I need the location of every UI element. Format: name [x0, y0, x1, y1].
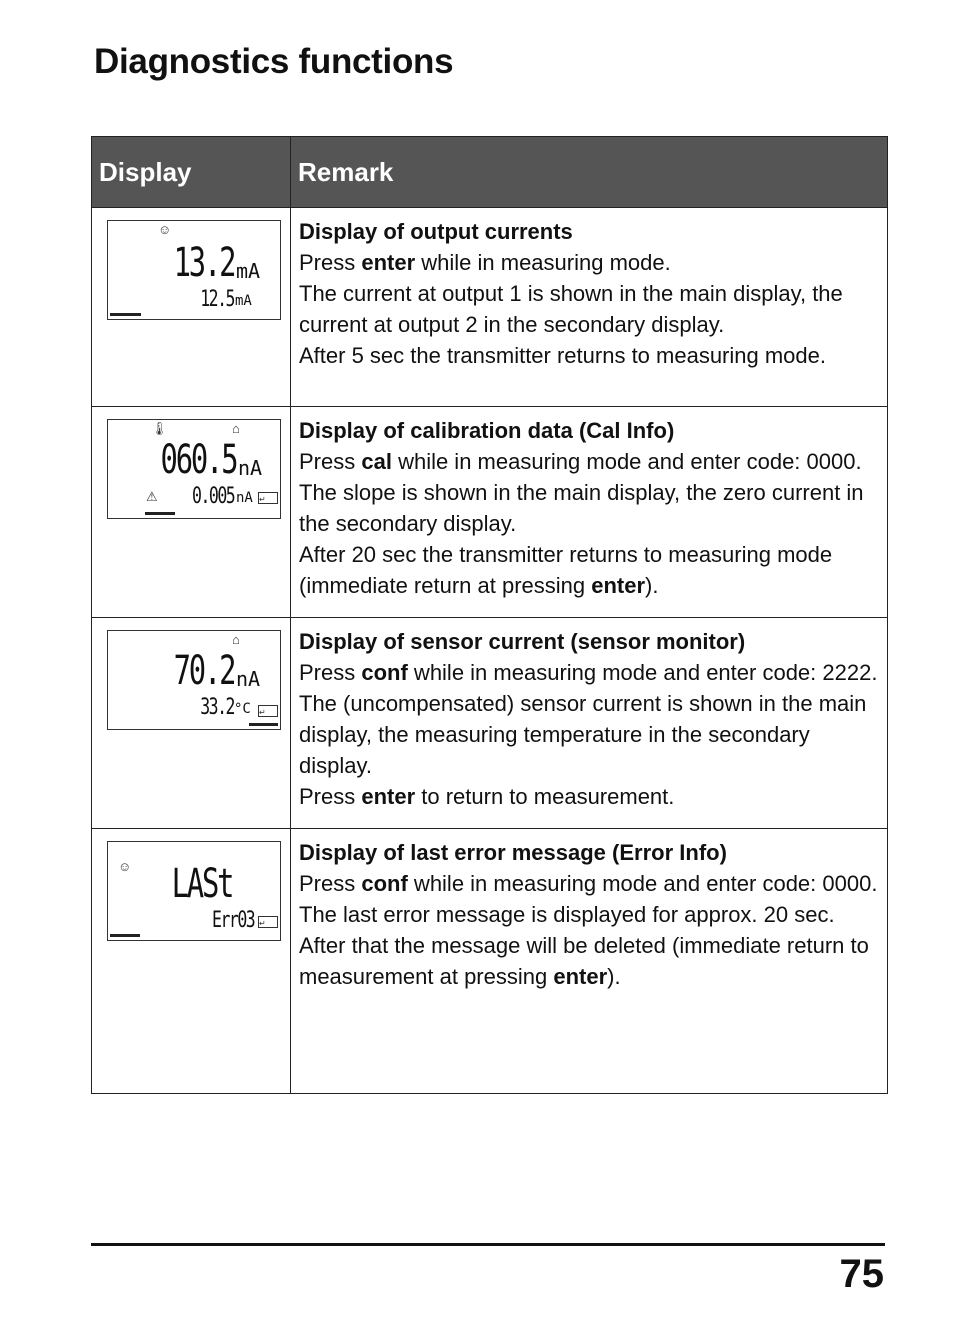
lcd-secondary-unit: mA: [235, 293, 252, 309]
table-row: [92, 618, 888, 829]
key-name: enter: [591, 573, 646, 598]
remark-paragraph: Press conf while in measuring mode and enter code: 0000. The last error message is displayed for approx. 20 sec.: [299, 871, 878, 927]
remark-body: [299, 868, 879, 992]
page-title: Diagnostics functions: [94, 42, 454, 81]
remark-column-header: Remark: [291, 137, 888, 208]
cal-icon: ↵: [258, 492, 278, 504]
table-row: [92, 407, 888, 618]
cal-icon: ↵: [258, 705, 278, 717]
remark-cell: [291, 829, 888, 1094]
remark-paragraph: Press cal while in measuring mode and enter code: 0000. The slope is shown in the main display, the zero current in the secondary display.: [299, 449, 864, 536]
key-name: cal: [361, 449, 392, 474]
footer-rule: [91, 1243, 885, 1246]
table-row: [92, 829, 888, 1094]
display-column-header: Display: [92, 137, 291, 208]
diagnostics-table: [91, 136, 888, 1094]
lcd-secondary-value: 33.2: [200, 695, 234, 720]
key-name: enter: [361, 784, 416, 809]
lcd-main-value: 70.2: [173, 648, 234, 694]
smiley-icon: ☺: [118, 859, 132, 874]
lcd-main-value: LASt: [171, 861, 232, 907]
lcd-secondary-unit: °C: [234, 701, 251, 717]
smiley-icon: ☺: [158, 222, 172, 237]
display-cell: [92, 829, 291, 1094]
remark-cell: [291, 618, 888, 829]
remark-paragraph: After 20 sec the transmitter returns to measuring mode (immediate return at pressing enter).: [299, 542, 833, 598]
lcd-status-bar: [145, 512, 175, 515]
lcd-status-bar: [110, 313, 141, 316]
key-name: enter: [361, 250, 416, 275]
remark-cell: [291, 407, 888, 618]
lcd-secondary-value: Err03: [211, 908, 254, 933]
sensor-icon: ⌂: [232, 421, 240, 436]
lcd-status-bar: [110, 934, 140, 937]
table-row: [92, 208, 888, 407]
key-name: conf: [361, 871, 408, 896]
remark-title: Display of calibration data (Cal Info): [299, 418, 675, 443]
lcd-display-output-currents: [107, 220, 281, 320]
remark-paragraph: After that the message will be deleted (immediate return to measurement at pressing enter).: [299, 933, 869, 989]
remark-paragraph: The current at output 1 is shown in the main display, the current at output 2 in the secondary display.: [299, 281, 843, 337]
lcd-main-unit: nA: [238, 456, 263, 480]
cal-icon: ↵: [258, 916, 278, 928]
remark-paragraph: After 5 sec the transmitter returns to measuring mode.: [299, 343, 827, 368]
remark-paragraph: Press conf while in measuring mode and enter code: 2222. The (uncompensated) sensor current is shown in the main display, the measuring temperature in the secondary display.: [299, 660, 878, 778]
remark-title: Display of output currents: [299, 219, 573, 244]
thermometer-icon: 🌡: [151, 421, 168, 436]
lcd-secondary-value: 0.005: [191, 484, 234, 509]
table-header-row: [92, 137, 888, 208]
lcd-status-bar: [249, 723, 278, 726]
remark-paragraph: Press enter to return to measurement.: [299, 784, 675, 809]
remark-title: Display of last error message (Error Info): [299, 840, 727, 865]
lcd-display-error-info: [107, 841, 281, 941]
key-name: enter: [553, 964, 608, 989]
lcd-display-sensor-monitor: [107, 630, 281, 730]
remark-paragraph: Press enter while in measuring mode.: [299, 250, 671, 275]
lcd-display-cal-info: [107, 419, 281, 519]
lcd-main-value: 13.2: [173, 240, 234, 286]
key-name: conf: [361, 660, 408, 685]
lcd-main-unit: nA: [236, 667, 261, 691]
lcd-secondary-value: 12.5: [200, 287, 234, 312]
lcd-secondary-unit: nA: [236, 490, 253, 506]
remark-body: [299, 657, 879, 812]
lcd-main-unit: mA: [236, 259, 261, 283]
page-number: 75: [839, 1252, 884, 1296]
remark-title: Display of sensor current (sensor monitor): [299, 629, 746, 654]
display-cell: [92, 407, 291, 618]
display-cell: [92, 208, 291, 407]
display-cell: [92, 618, 291, 829]
warning-icon: ⚠: [146, 489, 158, 504]
remark-cell: [291, 208, 888, 407]
lcd-main-value: 060.5: [160, 437, 236, 483]
sensor-icon: ⌂: [232, 632, 240, 647]
remark-body: [299, 247, 879, 371]
remark-body: [299, 446, 879, 601]
